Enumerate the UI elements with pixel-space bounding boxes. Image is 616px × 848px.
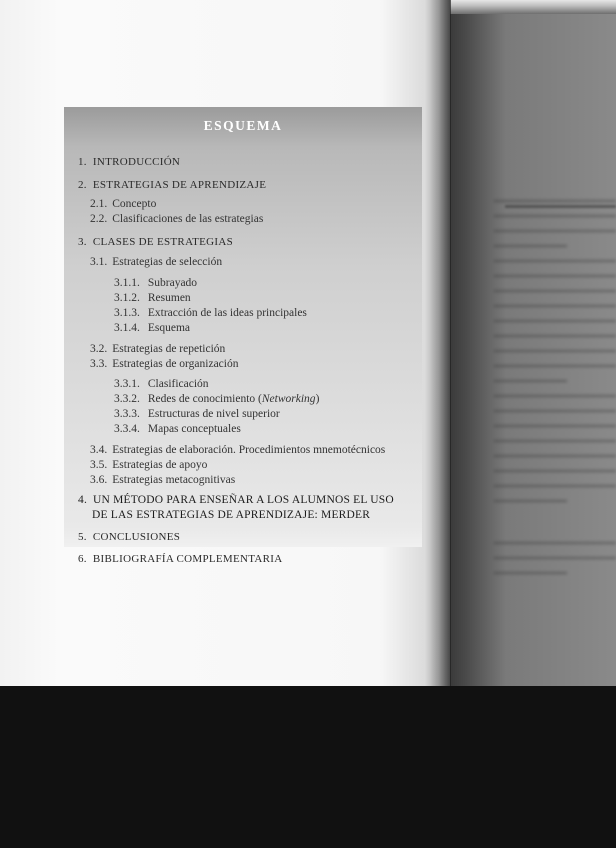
- toc-entry-4-line-2: DE LAS ESTRATEGIAS DE APRENDIZAJE: MERDER: [92, 509, 371, 521]
- schema-title: ESQUEMA: [203, 118, 283, 133]
- toc-entry-3-1-3: 3.1.3. Extracción de las ideas principales: [114, 307, 307, 319]
- toc-entry-1: 1. INTRODUCCIÓN: [78, 156, 181, 168]
- toc-entry-3-1-4: 3.1.4. Esquema: [114, 322, 191, 334]
- toc-entry-5: 5. CONCLUSIONES: [78, 531, 181, 543]
- toc-entry-3: 3. CLASES DE ESTRATEGIAS: [78, 236, 234, 248]
- toc-entry-3-3-1: 3.3.1. Clasificación: [114, 378, 209, 390]
- toc-entry-3-3-4: 3.3.4. Mapas conceptuales: [114, 423, 241, 435]
- toc-entry-6: 6. BIBLIOGRAFÍA COMPLEMENTARIA: [78, 553, 283, 565]
- toc-entry-3-6: 3.6. Estrategias metacognitivas: [90, 474, 236, 486]
- toc-entry-2: 2. ESTRATEGIAS DE APRENDIZAJE: [78, 179, 267, 191]
- toc-entry-3-3-2: 3.3.2. Redes de conocimiento (Networking): [114, 393, 320, 405]
- toc-entry-3-5: 3.5. Estrategias de apoyo: [90, 459, 208, 471]
- toc-entry-3-3-3: 3.3.3. Estructuras de nivel superior: [114, 408, 280, 420]
- toc-entry-3-1-2: 3.1.2. Resumen: [114, 292, 191, 304]
- toc-entry-3-1-1: 3.1.1. Subrayado: [114, 277, 198, 289]
- toc-entry-3-4: 3.4. Estrategias de elaboración. Procedimientos mnemotécnicos: [90, 444, 386, 456]
- toc-entry-3-2: 3.2. Estrategias de repetición: [90, 343, 226, 355]
- toc-entry-3-3: 3.3. Estrategias de organización: [90, 358, 239, 370]
- scanner-background: [0, 686, 616, 848]
- toc-entry-4: 4. UN MÉTODO PARA ENSEÑAR A LOS ALUMNOS EL USO: [78, 494, 394, 506]
- toc-entry-3-1: 3.1. Estrategias de selección: [90, 256, 223, 268]
- toc-entry-2-2: 2.2. Clasificaciones de las estrategias: [90, 213, 264, 225]
- toc-entry-2-1: 2.1. Concepto: [90, 198, 157, 210]
